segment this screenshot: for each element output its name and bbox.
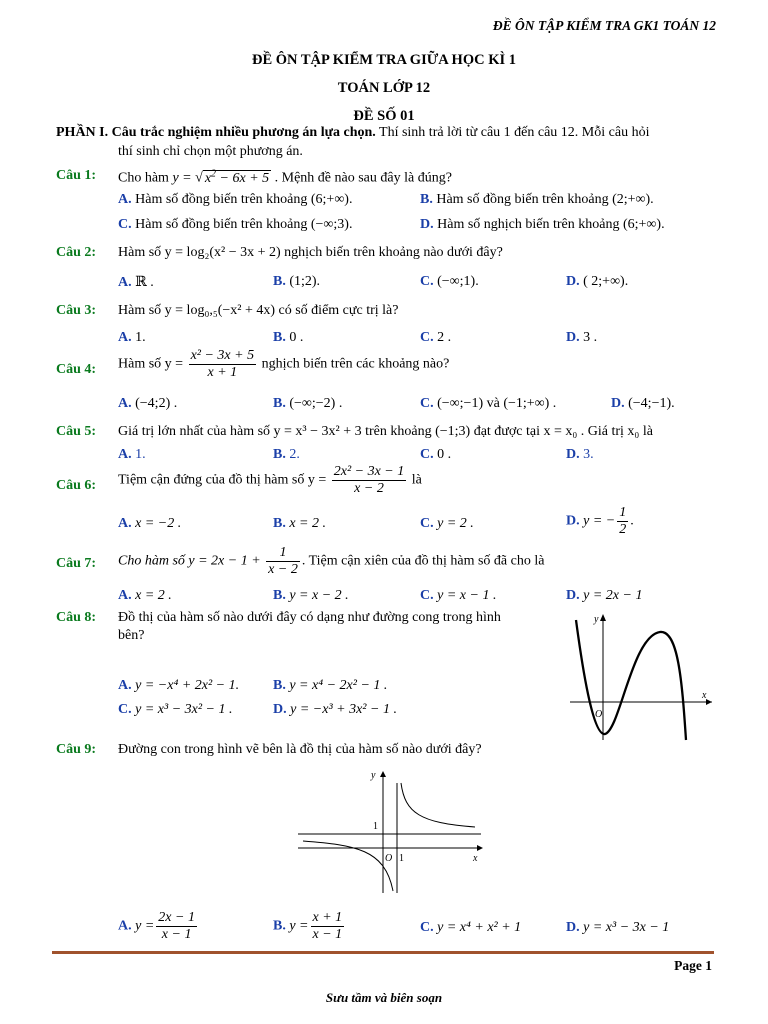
q8-graph xyxy=(560,600,720,745)
exam-title: ĐỀ ÔN TẬP KIỂM TRA GIỮA HỌC KÌ 1 xyxy=(252,52,516,68)
opt-letter: A. xyxy=(118,678,132,693)
q3-option-c[interactable] xyxy=(420,330,451,346)
q3-option-d[interactable] xyxy=(566,330,597,346)
opt-letter: B. xyxy=(273,330,286,345)
q9-b-fraction xyxy=(311,910,345,943)
x-axis-arrow xyxy=(477,845,483,851)
q9-a-fraction xyxy=(156,910,197,943)
q4-fraction xyxy=(189,348,257,381)
q4-option-d[interactable] xyxy=(611,396,675,412)
opt-letter: D. xyxy=(611,396,625,411)
opt-text: x = −2 . xyxy=(135,516,182,531)
q5-option-a[interactable] xyxy=(118,447,146,463)
q7-option-c[interactable] xyxy=(420,588,496,604)
q4-post: nghịch biến trên các khoảng nào? xyxy=(261,356,450,372)
q8-stem: Đồ thị của hàm số nào dưới đây có dạng như đường cong trong hình xyxy=(118,610,501,625)
opt-letter: D. xyxy=(566,447,580,462)
origin-label: O xyxy=(595,709,603,720)
opt-text: y = −x⁴ + 2x² − 1. xyxy=(135,678,240,693)
opt-text: y = − xyxy=(583,513,616,529)
q2-option-b[interactable] xyxy=(273,274,320,290)
opt-text: (−∞;1). xyxy=(437,274,479,289)
opt-letter: A. xyxy=(118,192,132,207)
q1-option-a[interactable] xyxy=(118,192,352,208)
opt-text: y = x³ − 3x² − 1 . xyxy=(135,702,233,717)
opt-letter: D. xyxy=(566,588,580,603)
opt-text: 2 . xyxy=(437,330,452,345)
opt-text-end: . xyxy=(630,513,634,529)
opt-letter: B. xyxy=(273,678,286,693)
q4-pre: Hàm số y = xyxy=(118,356,184,372)
q5-option-d[interactable] xyxy=(566,447,594,463)
q7-post: . Tiệm cận xiên của đồ thị hàm số đã cho là xyxy=(301,553,545,569)
q7-label: Câu 7: xyxy=(56,556,97,571)
q6-pre: Tiệm cận đứng của đồ thị hàm số y = xyxy=(118,472,327,488)
opt-text: y = xyxy=(135,918,155,934)
opt-letter: B. xyxy=(273,274,286,289)
opt-text: (−∞;−2) . xyxy=(289,396,343,411)
q1-option-c[interactable] xyxy=(118,217,352,233)
numerator: 2x − 1 xyxy=(158,910,195,925)
subject-title: TOÁN LỚP 12 xyxy=(337,80,431,96)
opt-text: y = x⁴ + x² + 1 xyxy=(437,920,522,935)
q6-d-fraction xyxy=(617,505,628,538)
q6-option-b[interactable] xyxy=(273,516,326,532)
q4-option-a[interactable] xyxy=(118,396,177,412)
opt-text: (−4;2) . xyxy=(135,396,178,411)
y-axis-arrow xyxy=(380,771,386,777)
q3-option-a[interactable] xyxy=(118,330,146,346)
opt-letter: C. xyxy=(420,447,434,462)
q6-option-d[interactable] xyxy=(566,505,634,538)
numerator: x² − 3x + 5 xyxy=(190,348,255,363)
denominator: x − 2 xyxy=(354,481,384,496)
opt-text: (−∞;−1) và (−1;+∞) . xyxy=(437,396,557,411)
q1-option-b[interactable] xyxy=(420,192,654,208)
opt-text: 3 . xyxy=(583,330,598,345)
y-axis-arrow xyxy=(600,614,606,621)
q5-option-c[interactable] xyxy=(420,447,451,463)
opt-text: Hàm số đồng biến trên khoảng (2;+∞). xyxy=(436,192,654,207)
footer-divider xyxy=(52,951,714,954)
denominator: 2 xyxy=(619,522,627,537)
q6-post: là xyxy=(411,472,422,488)
opt-letter: D. xyxy=(566,920,580,935)
q7-pre: Cho hàm số y = 2x − 1 + xyxy=(118,553,261,569)
q1-pre: Cho hàm xyxy=(118,170,173,186)
y-label: y xyxy=(371,770,376,781)
opt-text: x = 2 . xyxy=(289,516,327,531)
q8-option-a[interactable] xyxy=(118,678,239,694)
denominator: x + 1 xyxy=(207,365,238,380)
opt-letter: A. xyxy=(118,275,132,290)
q3-stem: Hàm số y = log₀,₅(−x² + 4x) có số điểm cực trị là? xyxy=(118,303,399,318)
x-label: x xyxy=(702,690,707,701)
numerator: 1 xyxy=(619,505,627,520)
q1-stem xyxy=(118,168,452,187)
opt-text: 1. xyxy=(135,330,146,345)
opt-letter: C. xyxy=(420,516,434,531)
q5-label: Câu 5: xyxy=(56,424,97,439)
opt-letter: A. xyxy=(118,588,132,603)
opt-letter: D. xyxy=(566,513,580,529)
opt-text: (1;2). xyxy=(289,274,321,289)
opt-letter: D. xyxy=(566,274,580,289)
q9-label: Câu 9: xyxy=(56,742,97,757)
q4-stem xyxy=(118,348,449,381)
part-label: PHẦN I. Câu trắc nghiệm nhiều phương án lựa chọn. xyxy=(56,125,376,140)
opt-text: 2. xyxy=(289,447,300,462)
opt-letter: C. xyxy=(420,274,434,289)
opt-letter: B. xyxy=(273,447,286,462)
q1-function: y = √ $x^2 - 6x + 5$ xyxy=(172,168,270,186)
y-one-label: 1 xyxy=(373,821,378,832)
opt-text: 1. xyxy=(135,447,146,462)
q8-option-b[interactable] xyxy=(273,678,387,694)
opt-letter: C. xyxy=(118,217,132,232)
opt-letter: C. xyxy=(420,396,434,411)
q4-option-b[interactable] xyxy=(273,396,342,412)
q2-option-a[interactable] xyxy=(118,274,154,291)
q8-label: Câu 8: xyxy=(56,610,97,625)
q7-option-a[interactable] xyxy=(118,588,172,604)
opt-text: 0 . xyxy=(289,330,304,345)
opt-text: y = 2x − 1 xyxy=(583,588,643,603)
x-axis-arrow xyxy=(706,699,712,705)
numerator: x + 1 xyxy=(312,910,343,925)
q9-option-b[interactable] xyxy=(273,910,346,943)
opt-letter: C. xyxy=(118,702,132,717)
denominator: x − 2 xyxy=(268,562,298,577)
opt-letter: B. xyxy=(273,588,286,603)
q9-stem: Đường con trong hình vẽ bên là đồ thị của hàm số nào dưới đây? xyxy=(118,742,482,757)
q6-label: Câu 6: xyxy=(56,478,97,493)
opt-letter: C. xyxy=(420,588,434,603)
q2-stem: Hàm số y = log₂(x² − 3x + 2) nghịch biến trên khoảng nào dưới đây? xyxy=(118,245,503,260)
opt-text: Hàm số đồng biến trên khoảng (6;+∞). xyxy=(135,192,353,207)
q7-fraction xyxy=(266,545,300,578)
q8-stem-2: bên? xyxy=(118,628,145,643)
opt-letter: D. xyxy=(420,217,434,232)
opt-text: y = xyxy=(289,918,309,934)
opt-text: x = 2 . xyxy=(135,588,172,603)
q9-option-c[interactable] xyxy=(420,920,521,936)
part-instructions-2: thí sinh chỉ chọn một phương án. xyxy=(118,144,303,159)
q2-option-c[interactable] xyxy=(420,274,479,290)
opt-text: 3. xyxy=(583,447,594,462)
opt-letter: B. xyxy=(273,918,286,934)
q3-option-b[interactable] xyxy=(273,330,303,346)
q1-option-d[interactable] xyxy=(420,217,665,233)
x-label: x xyxy=(473,853,478,864)
q6-stem xyxy=(118,464,422,497)
x-one-label: 1 xyxy=(399,853,404,864)
q3-label: Câu 3: xyxy=(56,303,97,318)
opt-text: y = −x³ + 3x² − 1 . xyxy=(290,702,397,717)
q6-fraction xyxy=(332,464,407,497)
numerator: 2x² − 3x − 1 xyxy=(333,464,405,479)
opt-text: y = x − 1 . xyxy=(437,588,497,603)
opt-letter: A. xyxy=(118,918,132,934)
opt-text: Hàm số nghịch biến trên khoảng (6;+∞). xyxy=(437,217,665,232)
opt-letter: D. xyxy=(566,330,580,345)
opt-text: y = 2 . xyxy=(437,516,474,531)
q9-option-d[interactable] xyxy=(566,920,669,936)
opt-letter: C. xyxy=(420,330,434,345)
q7-option-b[interactable] xyxy=(273,588,349,604)
opt-letter: A. xyxy=(118,516,132,531)
q2-label: Câu 2: xyxy=(56,245,97,260)
opt-letter: C. xyxy=(420,920,434,935)
opt-text: ℝ . xyxy=(135,275,154,290)
denominator: x − 1 xyxy=(161,927,192,942)
q9-graph xyxy=(295,765,490,905)
opt-letter: B. xyxy=(273,396,286,411)
exam-number: ĐỀ SỐ 01 xyxy=(353,108,415,124)
opt-letter: A. xyxy=(118,396,132,411)
q6-option-c[interactable] xyxy=(420,516,474,532)
q1-label: Câu 1: xyxy=(56,168,97,183)
page-number: Page 1 xyxy=(674,958,712,973)
y-label: y xyxy=(594,614,599,625)
q5-option-b[interactable] xyxy=(273,447,300,463)
q8-option-d[interactable] xyxy=(273,702,397,718)
numerator: 1 xyxy=(266,545,300,562)
q1-post: . Mệnh đề nào sau đây là đúng? xyxy=(274,170,452,186)
page-header: ĐỀ ÔN TẬP KIỂM TRA GK1 TOÁN 12 xyxy=(492,18,716,33)
opt-text: y = x³ − 3x − 1 xyxy=(583,920,670,935)
opt-letter: B. xyxy=(420,192,433,207)
q5-stem: Giá trị lớn nhất của hàm số y = x³ − 3x² + 3 trên khoảng (−1;3) đạt được tại x = x₀ . Giá trị x₀ là xyxy=(118,424,653,439)
q2-option-d[interactable] xyxy=(566,274,628,290)
opt-text: Hàm số đồng biến trên khoảng (−∞;3). xyxy=(135,217,353,232)
q4-option-c[interactable] xyxy=(420,396,556,412)
opt-text: ( 2;+∞). xyxy=(583,274,629,289)
q6-option-a[interactable] xyxy=(118,516,181,532)
opt-text: 0 . xyxy=(437,447,452,462)
opt-text: (−4;−1). xyxy=(628,396,675,411)
part-instructions: Thí sinh trả lời từ câu 1 đến câu 12. Mỗi câu hỏi xyxy=(375,125,650,140)
opt-letter: D. xyxy=(273,702,287,717)
opt-text: y = x − 2 . xyxy=(289,588,349,603)
denominator: x − 1 xyxy=(312,927,343,942)
opt-letter: B. xyxy=(273,516,286,531)
source-note: Sưu tầm và biên soạn xyxy=(325,990,443,1005)
origin-label: O xyxy=(385,853,393,864)
cubic-curve xyxy=(576,620,686,740)
opt-letter: A. xyxy=(118,447,132,462)
q9-option-a[interactable] xyxy=(118,910,199,943)
opt-text: y = x⁴ − 2x² − 1 . xyxy=(289,678,388,693)
part-heading xyxy=(56,125,649,141)
q7-stem xyxy=(118,545,544,578)
q8-option-c[interactable] xyxy=(118,702,233,718)
opt-letter: A. xyxy=(118,330,132,345)
hyperbola-right xyxy=(401,783,475,827)
q4-label: Câu 4: xyxy=(56,362,97,377)
